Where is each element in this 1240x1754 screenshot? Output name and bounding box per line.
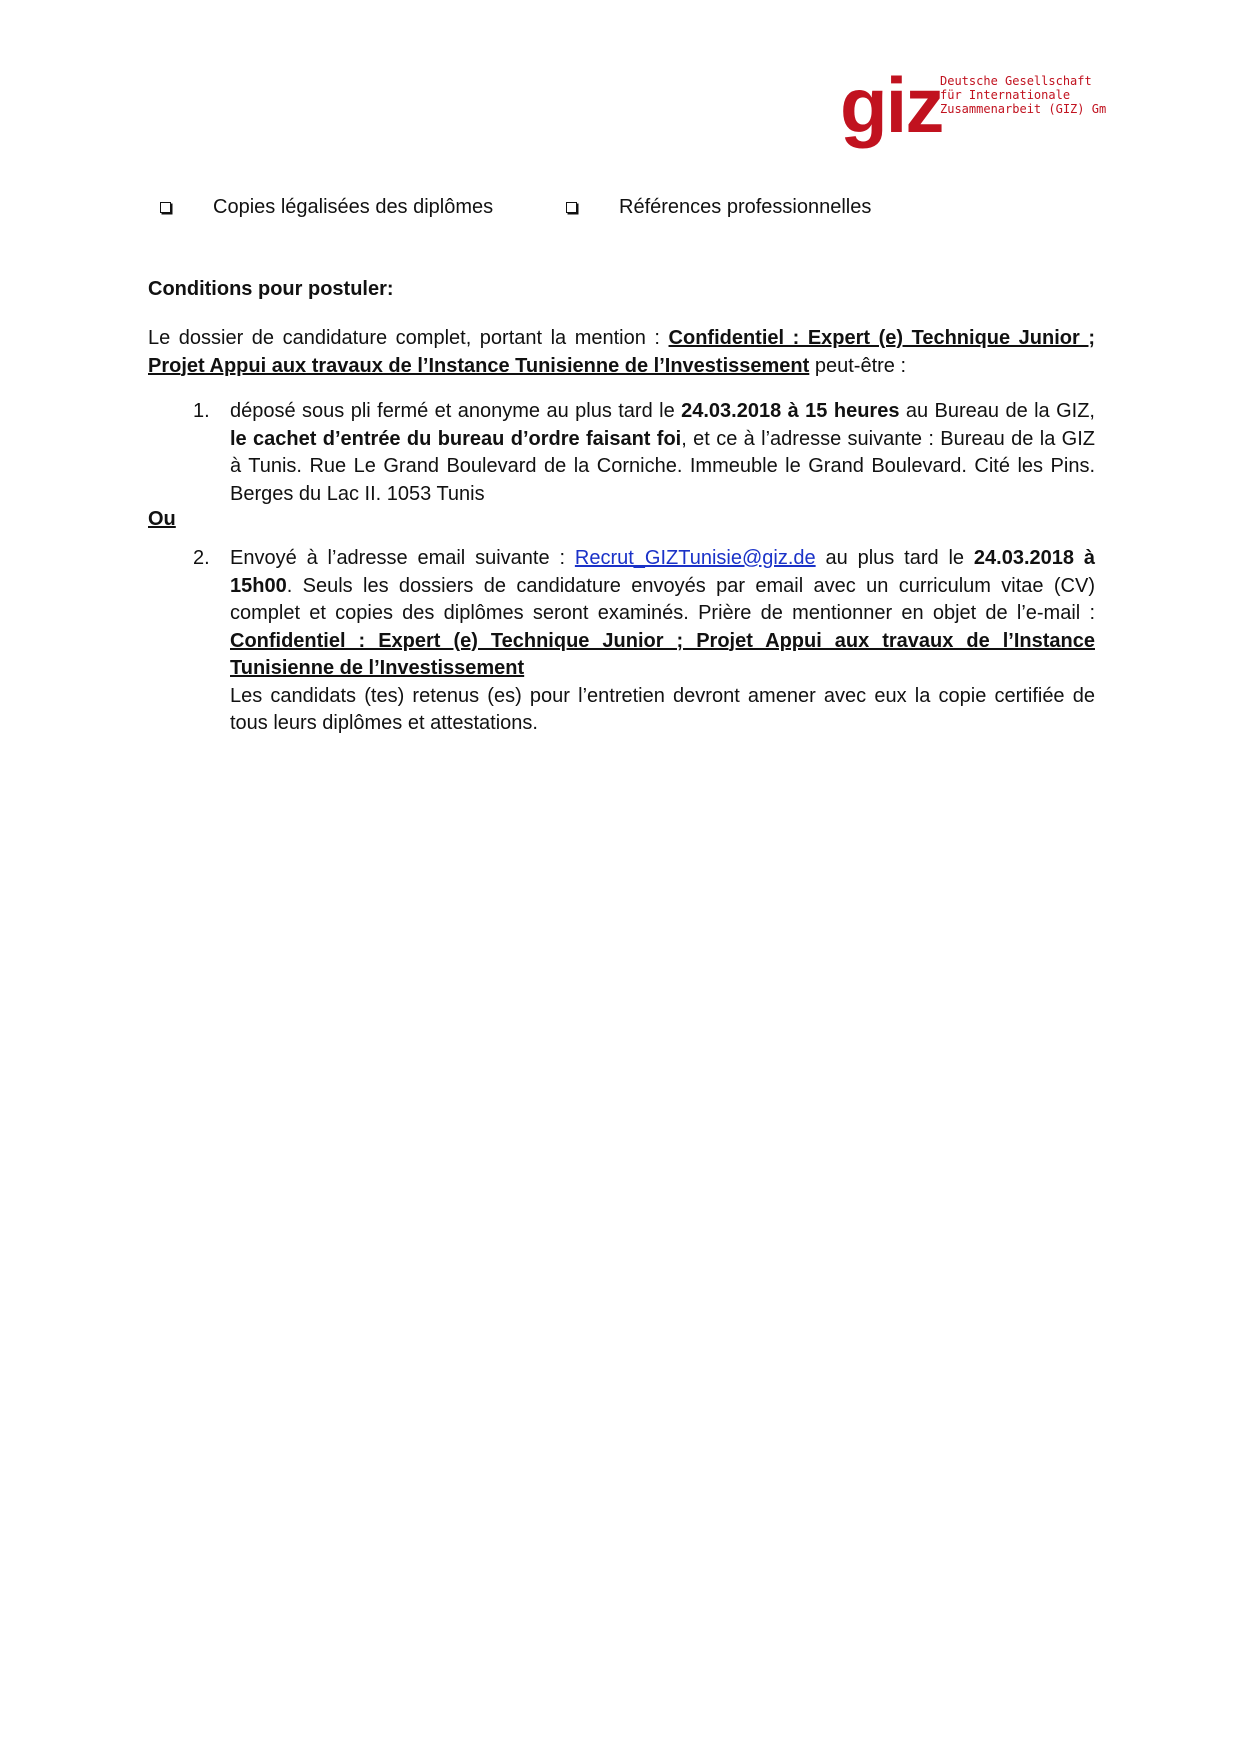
email-link[interactable]: Recrut_GIZTunisie@giz.de [574, 547, 816, 569]
conditions-heading: Conditions pour postuler: [148, 278, 394, 300]
item1-deadline: 24.03.2018 à 15 heures [681, 400, 900, 422]
list-item-number: 1. [193, 400, 210, 422]
item1-address: , et ce à l’adresse suivante : Bureau de la GIZ à Tunis. Rue Le Grand Boulevard de la Corniche. Immeuble le Grand Boulevard. Cité les Pins. Berges du Lac II. 1053 Tunis [230, 427, 1095, 505]
list-item-text [230, 398, 1095, 508]
intro-mention: Confidentiel : Expert (e) Technique Junior ; Projet Appui aux travaux de l’Instance Tunisienne de l’Investissement [148, 327, 1095, 377]
item2-deadline: 24.03.2018 à 15h00 [230, 547, 1095, 597]
checkbox-square-icon [160, 202, 171, 213]
list-item-number: 2. [193, 547, 210, 569]
item2-text-b: au plus tard le [815, 547, 974, 569]
or-label: Ou [148, 508, 176, 530]
giz-org-name: Deutsche Gesellschaft für Internationale Zusammenarbeit (GIZ) Gm [940, 74, 1107, 116]
intro-prefix: Le dossier de candidature complet, portant la mention : [148, 327, 669, 349]
item1-stamp: le cachet d’entrée du bureau d’ordre faisant foi [230, 427, 682, 450]
document-item [566, 196, 871, 219]
list-item-text [230, 545, 1095, 738]
intro-paragraph [148, 325, 1095, 380]
item2-closing: Les candidats (tes) retenus (es) pour l’entretien devront amener avec eux la copie certifiée de tous leurs diplômes et attestations. [230, 684, 1095, 734]
required-documents-list [0, 196, 1240, 226]
document-item [160, 196, 493, 219]
item2-subject: Confidentiel : Expert (e) Technique Junior ; Projet Appui aux travaux de l’Instance Tunisienne de l’Investissement [230, 629, 1095, 679]
item1-text-a: déposé sous pli fermé et anonyme au plus tard le [230, 400, 682, 422]
giz-logo-mark: giz [840, 61, 943, 149]
item2-text-a: Envoyé à l’adresse email suivante : [230, 547, 575, 569]
checkbox-square-icon [566, 202, 577, 213]
item2-text-c: . Seuls les dossiers de candidature envoyés par email avec un curriculum vitae (CV) complet et copies des diplômes seront examinés. Prière de mentionner en objet de l’e-mail : [230, 574, 1095, 624]
document-item-label: Références professionnelles [619, 196, 872, 218]
document-item-label: Copies légalisées des diplômes [213, 196, 494, 218]
item1-text-b: au Bureau de la GIZ, [899, 400, 1095, 422]
intro-suffix: peut-être : [809, 354, 907, 377]
